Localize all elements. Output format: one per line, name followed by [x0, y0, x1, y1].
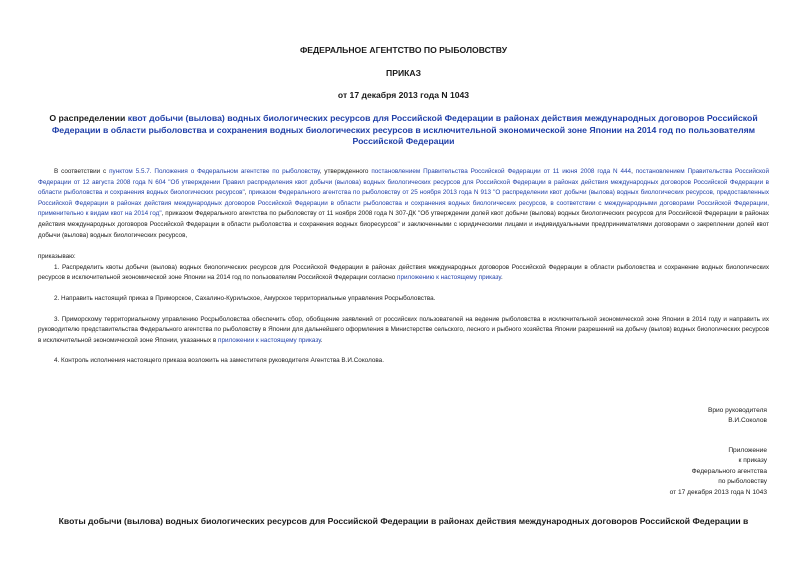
- signatory-name: В.И.Соколов: [728, 417, 767, 425]
- signatory-role: Врио руководителя: [707, 407, 767, 414]
- appendix-header: [670, 446, 767, 498]
- regulation-link[interactable]: пунктом 5.5.7. Положения о Федеральном агентстве по рыболовству: [109, 168, 320, 175]
- government-decree-444-link[interactable]: постановлением Правительства Российской Федерации от 11 июня 2008 года N 444: [371, 168, 632, 175]
- item-4: 4. Контроль исполнения настоящего приказа возложить на заместителя руководителя Агентства В.И.Соколова.: [54, 357, 384, 365]
- item-2: 2. Направить настоящий приказ в Приморское, Сахалино-Курильское, Амурское территориальные управления Росрыболовства.: [54, 294, 436, 302]
- appendix-line-1: Приложение: [728, 447, 767, 454]
- appendix-line-5: от 17 декабря 2013 года N 1043: [669, 488, 767, 496]
- order-word: приказываю:: [38, 253, 76, 261]
- appendix-link-2[interactable]: приложении к настоящему приказу: [218, 336, 321, 344]
- order-913-link[interactable]: приказом Федерального агентства по рыболовству от 25 ноября 2013 года N 913 "О распределении квот добычи (вылова) водных биологических ресурсов, предоставленных Российской Федерации в районах действия международных договоров Российской Федерации в области рыболовства и сохранения водных биологических ресурсов, в соответствии с международными договорами Российской Федерации, применительно к видам квот на 2014 год": [38, 189, 769, 218]
- appendix-title: Квоты добычи (вылова) водных биологических ресурсов для Российской Федерации в районах действия международных договоров Российской Федерации в: [58, 516, 749, 526]
- document-body: [38, 167, 769, 367]
- government-decree-604-link[interactable]: постановлением Правительства Российской Федерации от 12 августа 2008 года N 604 "Об утверждении Правил распределения квот добычи (вылова) водных биологических ресурсов для Российской Федерации в районах действия международных договоров Российской Федерации в области рыболовства и сохранения водных биологических ресурсов": [38, 168, 769, 197]
- title-prefix: О распределении: [49, 113, 128, 123]
- appendix-line-2: к приказу: [738, 457, 767, 465]
- item-3-text: 3. Приморскому территориальному управлению Росрыболовства обеспечить сбор, обобщение заявлений от российских пользователей на ведение рыболовства в исключительной экономической зоне Японии в 2014 году и направить их руководителю представительства Федерального агентства по рыболовству в Японии для дальнейшего оформления в Министерстве сельского, лесного и рыбного хозяйства Японии разрешений на добычу (вылов) водных биологических ресурсов в исключительной экономической зоне Японии, указанных в: [38, 315, 769, 344]
- document-type: ПРИКАЗ: [386, 68, 421, 78]
- agency-name: ФЕДЕРАЛЬНОЕ АГЕНТСТВО ПО РЫБОЛОВСТВУ: [299, 45, 508, 55]
- preamble-text-2: , утвержденного: [319, 168, 372, 175]
- item-3: [38, 315, 769, 347]
- appendix-line-3: Федерального агентства: [691, 467, 767, 475]
- document-date: от 17 декабря 2013 года N 1043: [337, 90, 470, 100]
- preamble-paragraph: [38, 167, 769, 241]
- appendix-link-1[interactable]: приложению к настоящему приказу: [397, 274, 501, 282]
- preamble-text-5: , приказом Федерального агентства по рыболовству от 11 ноября 2008 года N 307-ДК "Об утверждении долей квот добычи (вылова) водных биологических ресурсов для Российской Федерации в районах действия международных договоров Российской Федерации в области рыболовства и сохранения водных биоресурсов" и заключенными с юридическими лицами и индивидуальными предпринимателями договорами о закреплении долей квот добычи (вылова) водных биологических ресурсов,: [38, 210, 769, 239]
- item-3-end: .: [320, 336, 323, 344]
- appendix-line-4: по рыболовству: [718, 478, 767, 486]
- title-link[interactable]: квот добычи (вылова) водных биологических ресурсов для Российской Федерации в районах действия международных договоров Российской Федерации в области рыболовства и сохранения водных биологических ресурсов в исключительной экономической зоне Японии на 2014 год по пользователям Российской Федерации: [51, 113, 758, 147]
- preamble-text-1: В соответствии с: [54, 168, 110, 175]
- preamble-text-4: ,: [244, 189, 249, 197]
- signature-block: [708, 406, 767, 427]
- item-1-end: .: [500, 274, 503, 282]
- item-1-text: 1. Распределить квоты добычи (вылова) водных биологических ресурсов для Российской Федерации в районах действия международных договоров Российской Федерации в области рыболовства и сохранение водных биологических ресурсов в исключительной экономической зоне Японии на 2014 год по пользователям Российской Федерации согласно: [38, 263, 769, 282]
- preamble-text-3: ,: [631, 168, 636, 175]
- document-title: [38, 113, 769, 148]
- item-1: [38, 263, 769, 284]
